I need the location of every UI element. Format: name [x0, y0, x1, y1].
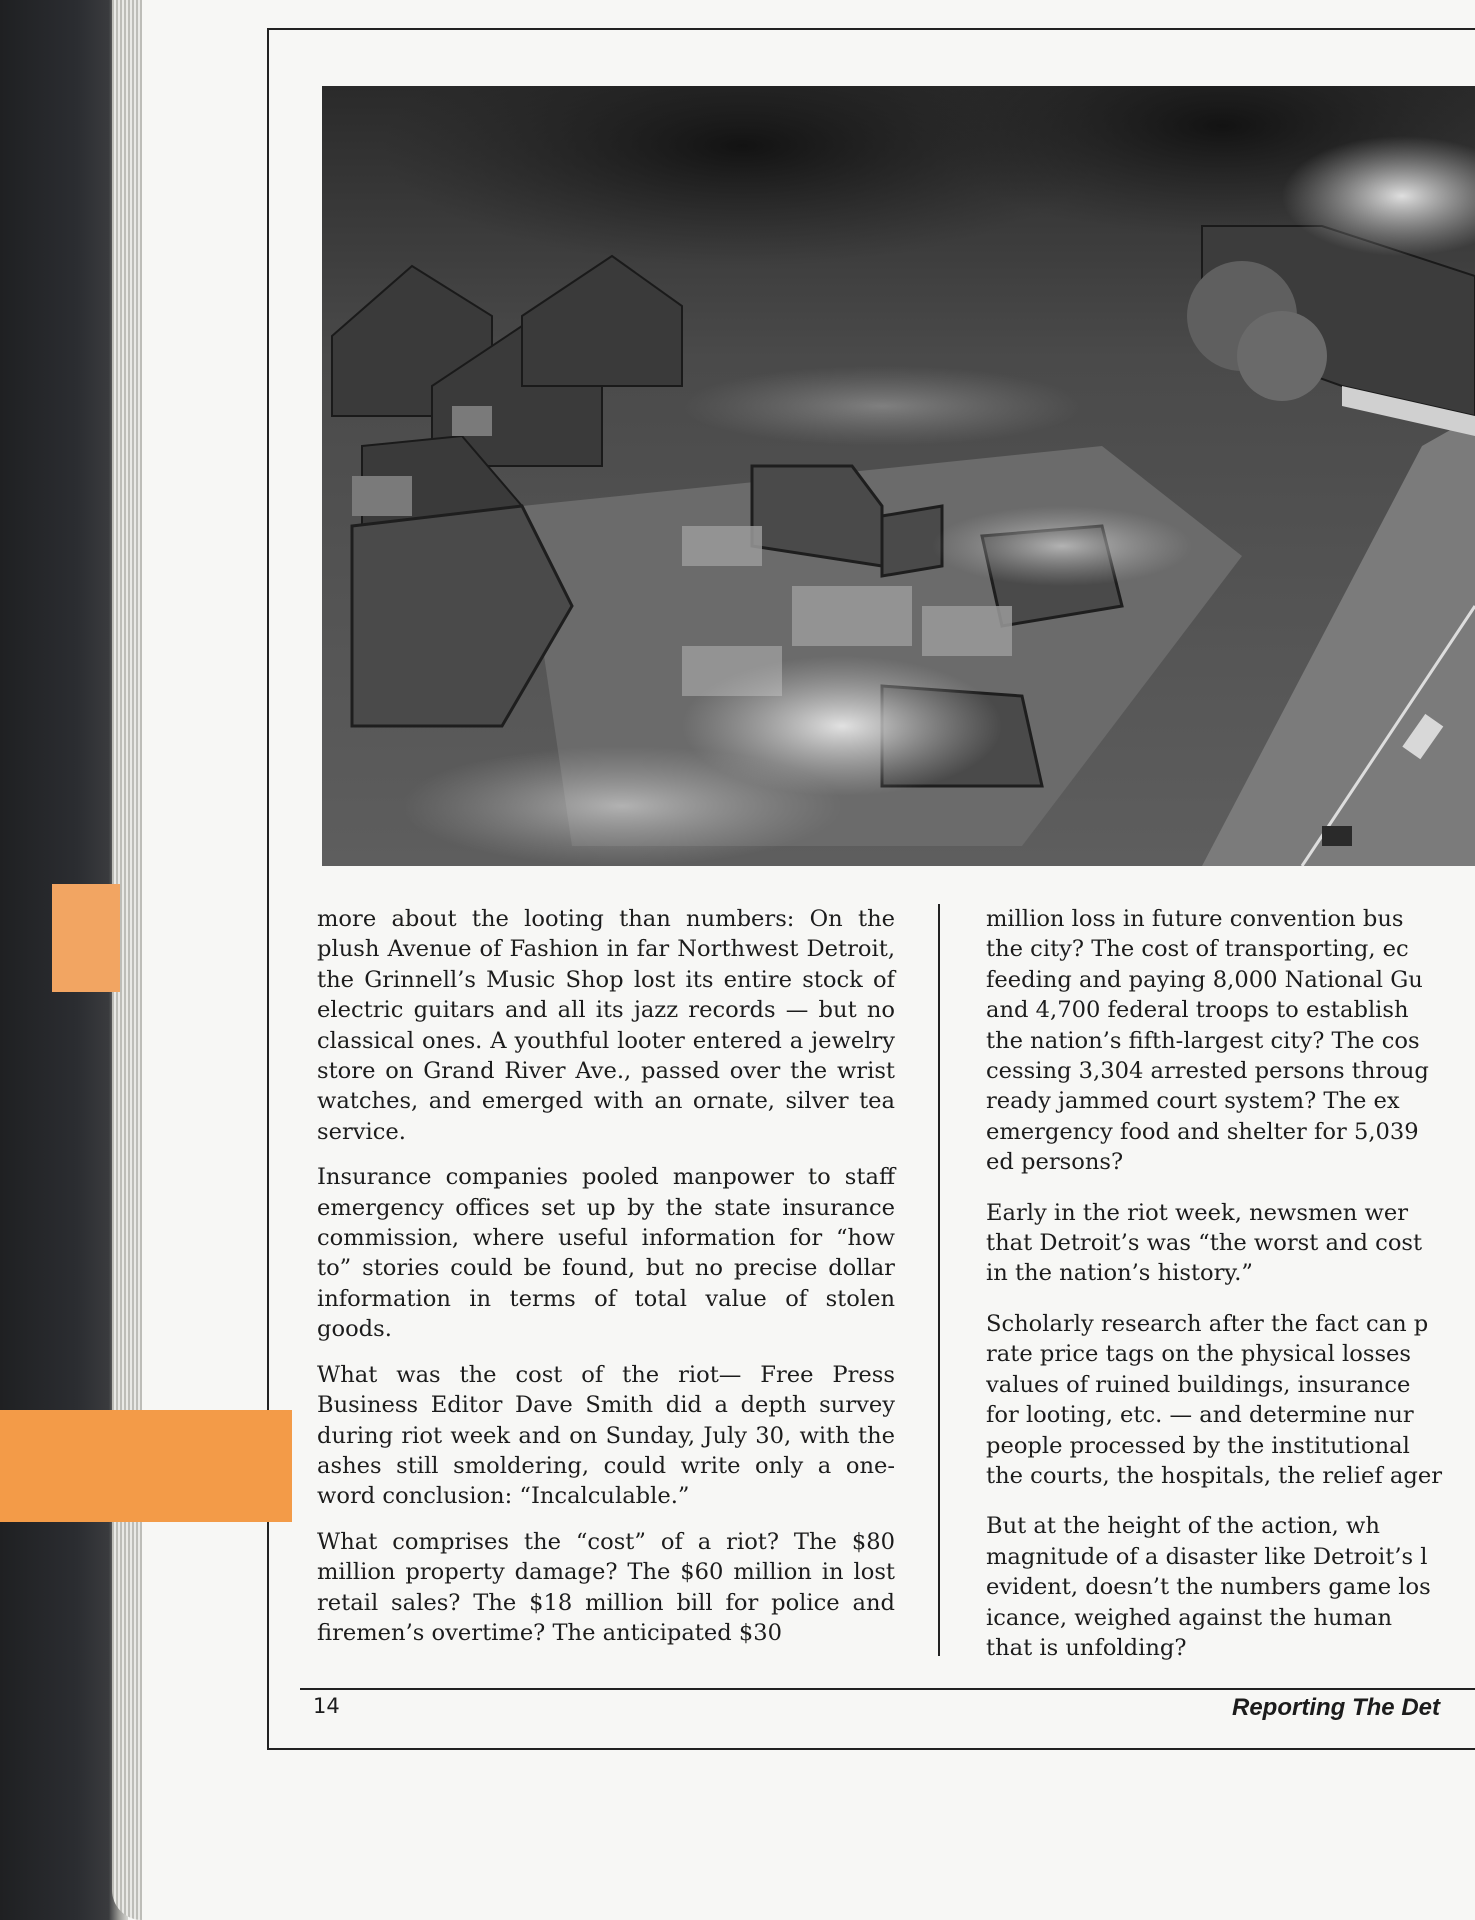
text-line: Early in the riot week, newsmen wer — [986, 1199, 1409, 1226]
text-line: cessing 3,304 arrested persons throug — [986, 1058, 1429, 1085]
paragraph: What was the cost of the riot— Free Press Business Editor Dave Smith did a depth survey during riot week and on Sunday, July 30, with the ashes still smoldering, could write only a one-word conclusion: “Incalculable.” — [317, 1361, 895, 1510]
text-line: emergency food and shelter for 5,039 — [986, 1118, 1419, 1145]
text-line: ready jammed court system? The ex — [986, 1088, 1400, 1115]
text-line: that Detroit’s was “the worst and cost — [986, 1230, 1423, 1257]
paragraph: What comprises the “cost” of a riot? The $80 million property damage? The $60 million in lost retail sales? The $18 million bill for police and firemen’s overtime? The anticipated $30 — [317, 1528, 895, 1646]
text-line: feeding and paying 8,000 National Gu — [986, 966, 1423, 993]
paragraph: more about the looting than numbers: On the plush Avenue of Fashion in far Northwest Detroit, the Grinnell’s Music Shop lost its entire stock of electric guitars and all its jazz records — but no classical ones. A youthful looter entered a jewelry store on Grand River Ave., passed over the wrist watches, and emerged with an ornate, silver tea service. — [317, 906, 895, 1145]
text-line: million loss in future convention bus — [986, 906, 1404, 932]
text-line: ed persons? — [986, 1149, 1124, 1176]
article-left-column — [317, 904, 895, 1663]
text-line: But at the height of the action, wh — [986, 1513, 1380, 1540]
paragraph — [986, 1511, 1475, 1663]
text-line: rate price tags on the physical losses — [986, 1341, 1412, 1368]
text-line: the courts, the hospitals, the relief ager — [986, 1462, 1443, 1489]
sticky-tab-upper — [52, 884, 120, 992]
article-right-column — [986, 904, 1475, 1683]
paragraph — [986, 1198, 1475, 1289]
text-line: icance, weighed against the human — [986, 1604, 1393, 1631]
running-title: Reporting The Det — [1232, 1694, 1440, 1721]
column-divider — [938, 904, 940, 1656]
text-line: and 4,700 federal troops to establish — [986, 997, 1409, 1024]
text-line: evident, doesn’t the numbers game los — [986, 1574, 1431, 1601]
paragraph — [986, 904, 1475, 1178]
text-line: the city? The cost of transporting, ec — [986, 936, 1409, 963]
page-number: 14 — [313, 1694, 340, 1718]
text-line: the nation’s fifth-largest city? The cos — [986, 1027, 1420, 1054]
text-line: in the nation’s history.” — [986, 1260, 1253, 1287]
text-line: that is unfolding? — [986, 1634, 1187, 1661]
paragraph: Insurance companies pooled manpower to staff emergency offices set up by the state insurance commission, where useful information for “how to” stories could be found, but no precise dollar information in terms of total value of stolen goods. — [317, 1164, 895, 1343]
text-line: for looting, etc. — and determine nur — [986, 1402, 1414, 1429]
sticky-tab-lower — [0, 1410, 292, 1522]
text-line: Scholarly research after the fact can p — [986, 1310, 1429, 1337]
paragraph — [986, 1309, 1475, 1491]
footer-rule — [300, 1688, 1475, 1690]
text-line: people processed by the institutional — [986, 1432, 1410, 1459]
aerial-photo — [322, 86, 1475, 866]
text-line: values of ruined buildings, insurance — [986, 1371, 1411, 1398]
text-line: magnitude of a disaster like Detroit’s l — [986, 1543, 1428, 1570]
